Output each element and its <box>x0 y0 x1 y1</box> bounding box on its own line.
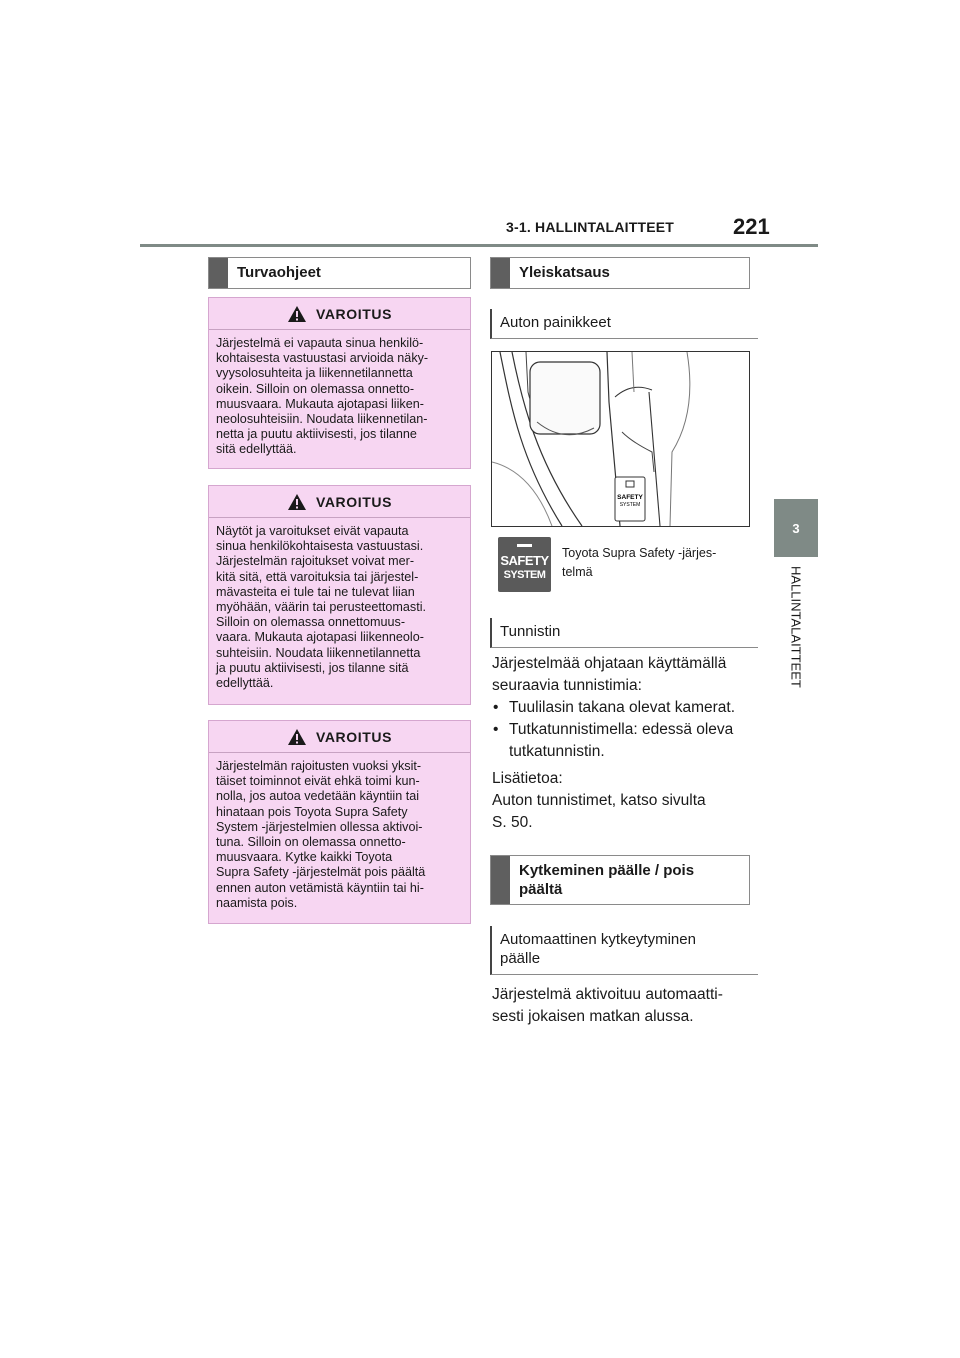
intro-line-1: Järjestelmää ohjataan käyttämällä <box>492 655 727 672</box>
illustration-button-label-2: SYSTEM <box>619 502 641 508</box>
more-info-reference: Auton tunnistimet, katso sivulta <box>492 792 706 809</box>
console-illustration <box>491 351 750 527</box>
warning-title: VAROITUS <box>315 728 393 745</box>
section-header-safety <box>208 257 471 289</box>
icon-text-safety: SAFETY <box>500 553 549 568</box>
chapter-tab-text: HALLINTALAITTEET <box>788 566 804 688</box>
warning-title: VAROITUS <box>315 493 393 510</box>
final-line-1: Järjestelmä aktivoituu automaatti- <box>492 986 723 1003</box>
illustration-button-label: SAFETY <box>617 494 643 501</box>
subheading-buttons: Auton painikkeet <box>490 309 758 339</box>
final-line-2: sesti jokaisen matkan alussa. <box>492 1008 694 1025</box>
bullet-text: tutkatunnistin. <box>509 743 605 760</box>
section-title: Yleiskatsaus <box>519 264 610 281</box>
more-info-page: S. 50. <box>492 814 533 831</box>
safety-system-button-icon <box>498 537 551 592</box>
chapter-tab: 3 <box>774 499 818 557</box>
bullet-text: Tutkatunnistimella: edessä oleva <box>509 721 734 738</box>
warning-box-3 <box>208 720 471 924</box>
bullet-text: Tuulilasin takana olevat kamerat. <box>509 699 736 716</box>
warning-title: VAROITUS <box>315 305 393 322</box>
warning-triangle-icon <box>287 493 307 511</box>
section-header-overview <box>490 257 750 289</box>
section-title: Turvaohjeet <box>237 264 321 281</box>
warning-text: Näytöt ja varoitukset eivät vapauta sinua henkilökohtaisesta vastuustasi. Järjestelmän rajoitukset voivat mer- kitä sitä, että varoituksia tai järjestel- mävasteita ei tule tai ne tulevat liian myöhään, väärin tai perusteettomasti. Silloin on olemassa onnettomuus- vaara. Mukauta ajotapasi liikenneolo- suhteisiin. Noudata liikennetilannetta ja puutu aktiivisesti, jos tilanne sitä edellyttää. <box>216 524 427 691</box>
header-rule <box>140 244 818 247</box>
warning-box-1 <box>208 297 471 469</box>
warning-triangle-icon <box>287 728 307 746</box>
more-info-label: Lisätietoa: <box>492 770 563 787</box>
icon-caption: Toyota Supra Safety -järjes- telmä <box>562 546 717 579</box>
subheading-auto-on: Automaattinen kytkeytyminen päälle <box>490 926 758 975</box>
warning-text: Järjestelmän rajoitusten vuoksi yksit- täiset toiminnot eivät ehkä toimi kun- nolla, jos autoa vedetään käyntiin tai hinataan pois Toyota Supra Safety System -järjestelmien ollessa aktivoi- tuna. Silloin on olemassa onnetto- muusvaara. Kytke kaikki Toyota Supra Safety -järjestelmät pois päältä ennen auton vetämistä käyntiin tai hi- naamista pois. <box>216 759 426 910</box>
subheading-sensor: Tunnistin <box>490 618 758 648</box>
chapter-tab-label <box>772 566 820 716</box>
page-number: 221 <box>733 214 770 239</box>
warning-box-2 <box>208 485 471 705</box>
intro-line-2: seuraavia tunnistimia: <box>492 677 642 694</box>
warning-text: Järjestelmä ei vapauta sinua henkilö- kohtaisesta vastuustasi arvioida näky- vyysolosuhteita ja liikennetilannetta oikein. Silloin on olemassa onnetto- muusvaara. Mukauta ajotapasi liiken- neolosuhteisiin. Noudata liikennetilan- netta ja puutu aktiivisesti, jos tilanne sitä edellyttää. <box>216 336 429 457</box>
warning-triangle-icon <box>287 305 307 323</box>
section-header-switching <box>490 855 750 905</box>
icon-text-system: SYSTEM <box>503 569 546 581</box>
chapter-header: 3-1. HALLINTALAITTEET <box>506 219 675 235</box>
section-title: Kytkeminen päälle / pois päältä <box>519 862 695 898</box>
